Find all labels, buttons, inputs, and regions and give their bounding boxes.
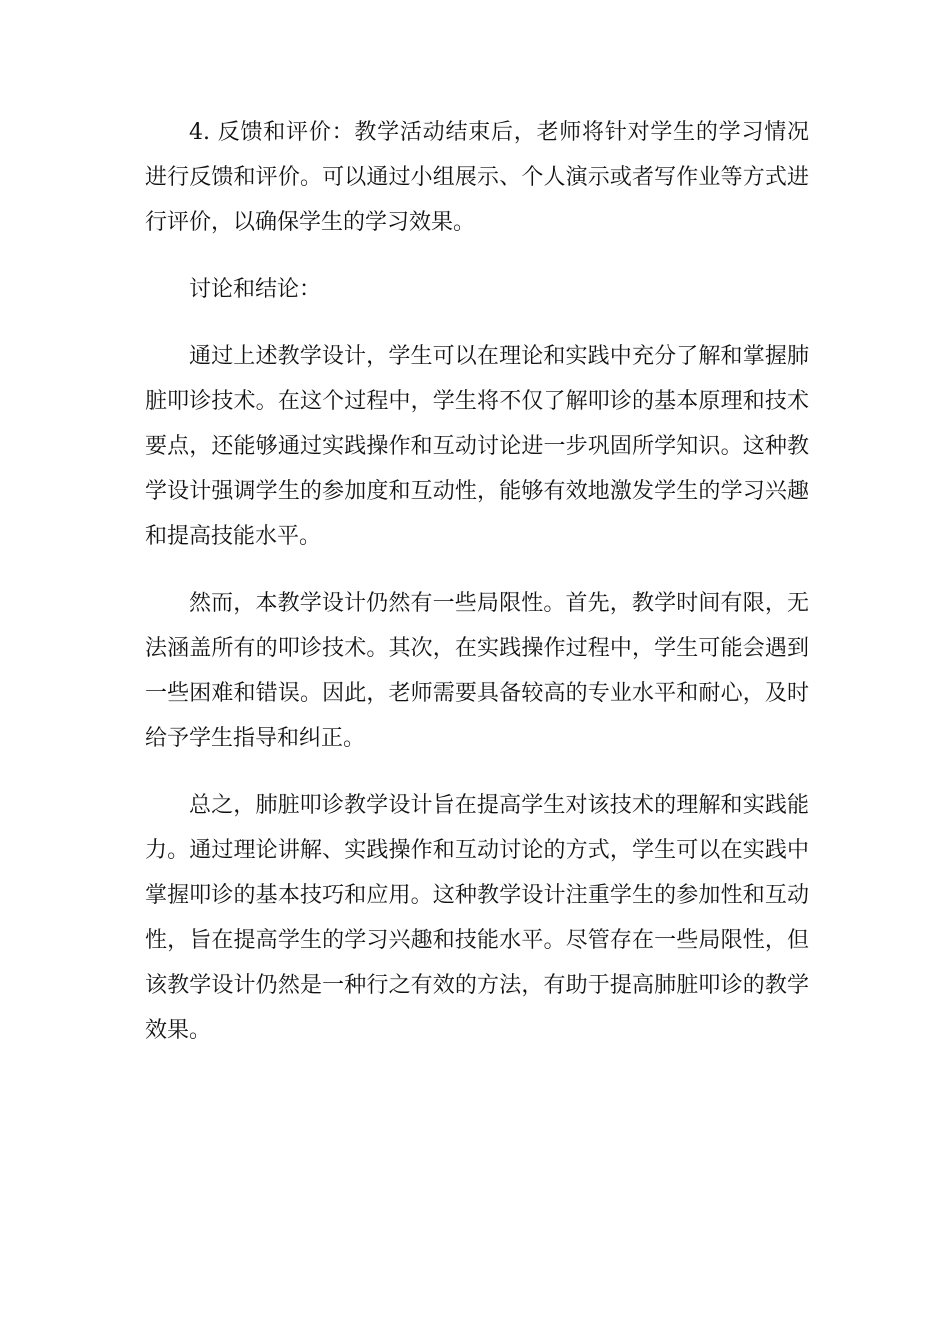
paragraph-conclusion: 总之，肺脏叩诊教学设计旨在提高学生对该技术的理解和实践能力。通过理论讲解、实践操作和互动讨论的方式，学生可以在实践中掌握叩诊的基本技巧和应用。这种教学设计注重学生的参加性和互动性，旨在提高学生的学习兴趣和技能水平。尽管存在一些局限性，但该教学设计仍然是一种行之有效的方法，有助于提高肺脏叩诊的教学效果。 xyxy=(145,793,809,1043)
paragraph-limitations: 然而，本教学设计仍然有一些局限性。首先，教学时间有限，无法涵盖所有的叩诊技术。其次，在实践操作过程中，学生可能会遇到一些困难和错误。因此，老师需要具备较高的专业水平和耐心，及时给予学生指导和纠正。 xyxy=(145,591,809,751)
section-heading-discussion: 讨论和结论： xyxy=(189,277,322,302)
paragraph-discussion-summary: 通过上述教学设计，学生可以在理论和实践中充分了解和掌握肺脏叩诊技术。在这个过程中，学生将不仅了解叩诊的基本原理和技术要点，还能够通过实践操作和互动讨论进一步巩固所学知识。这种教学设计强调学生的参加度和互动性，能够有效地激发学生的学习兴趣和提高技能水平。 xyxy=(145,344,809,549)
document-body xyxy=(145,110,809,1053)
paragraph-feedback-evaluation: 4. 反馈和评价：教学活动结束后，老师将针对学生的学习情况进行反馈和评价。可以通过小组展示、个人演示或者写作业等方式进行评价，以确保学生的学习效果。 xyxy=(145,120,809,235)
